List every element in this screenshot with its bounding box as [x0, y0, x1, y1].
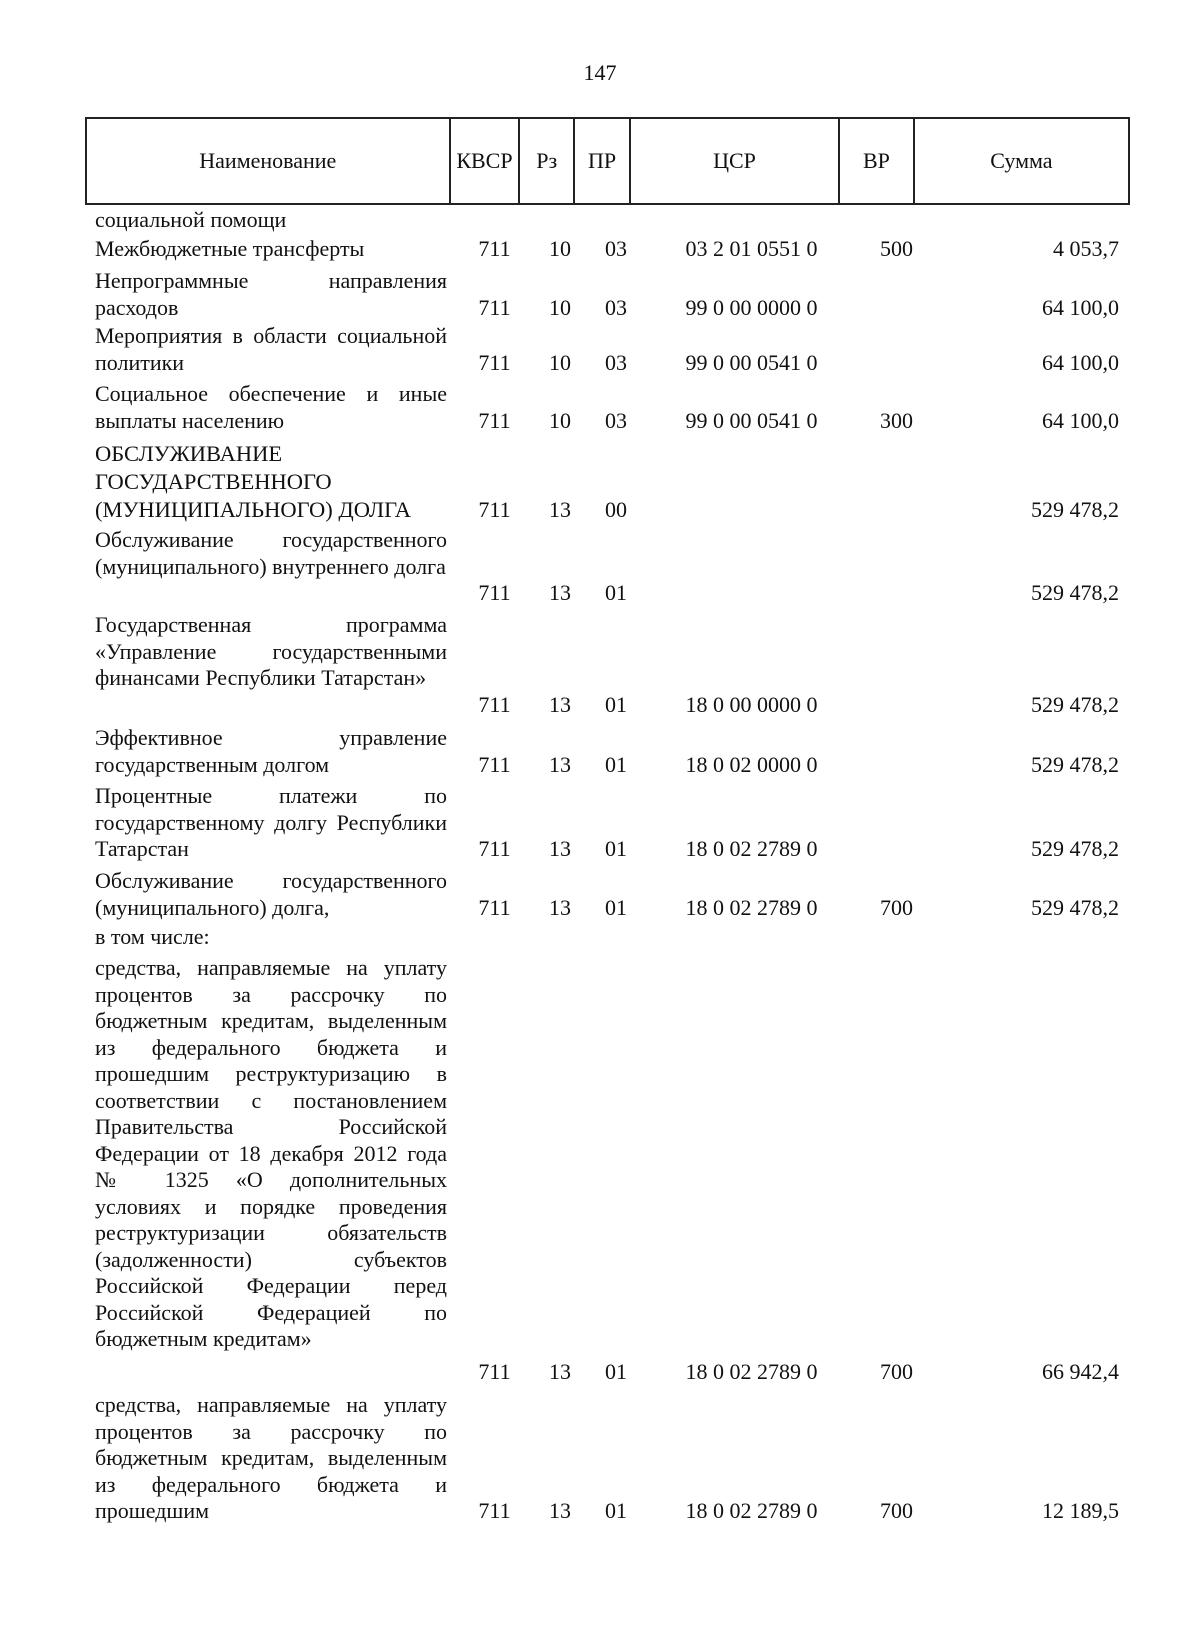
row-name: в том числе: — [95, 924, 210, 949]
row-rz: 13 — [549, 751, 571, 777]
page-number: 147 — [583, 60, 617, 85]
row-rz: 10 — [549, 349, 571, 375]
row-csr: 99 0 00 0541 0 — [685, 407, 818, 433]
row-pr: 03 — [605, 407, 627, 433]
row-name: Межбюджетные трансферты — [95, 236, 365, 261]
row-kvsr: 711 — [478, 691, 511, 717]
table-header — [85, 117, 1130, 205]
row-name: средства, направляемые на уплату процентов за рассрочку по бюджетным кредитам, выделенным из федерального бюджета и прошедшим — [95, 1392, 447, 1523]
row-kvsr: 711 — [478, 836, 511, 861]
row-pr: 00 — [605, 497, 627, 522]
row-name: Обслуживание государственного (муниципального) долга, — [95, 868, 447, 920]
row-name: Государственная программа «Управление государственными финансами Республики Татарстан» — [95, 612, 447, 690]
row-sum: 529 478,2 — [1031, 836, 1119, 861]
row-sum: 529 478,2 — [1031, 691, 1119, 717]
row-name: социальной помощи — [95, 207, 287, 232]
row-sum: 64 100,0 — [1042, 349, 1119, 375]
row-rz: 13 — [549, 580, 571, 605]
row-name: ОБСЛУЖИВАНИЕ ГОСУДАРСТВЕННОГО (МУНИЦИПАЛЬНОГО) ДОЛГА — [95, 441, 411, 522]
row-pr: 03 — [605, 236, 627, 261]
row-sum: 66 942,4 — [1042, 1359, 1119, 1384]
row-kvsr: 711 — [478, 294, 511, 320]
row-name: Обслуживание государственного (муниципального) внутреннего долга — [95, 527, 447, 579]
header-vr: ВР — [840, 119, 915, 203]
header-kvsr: КВСР — [451, 119, 521, 203]
row-name: Мероприятия в области социальной политики — [95, 323, 447, 375]
row-name: Процентные платежи по государственному долгу Республики Татарстан — [95, 783, 447, 861]
row-rz: 13 — [549, 691, 571, 717]
row-kvsr: 711 — [478, 236, 511, 261]
row-pr: 01 — [605, 894, 627, 920]
row-sum: 529 478,2 — [1031, 894, 1119, 920]
row-csr: 18 0 02 2789 0 — [685, 836, 818, 861]
row-sum: 4 053,7 — [1053, 236, 1119, 261]
row-kvsr: 711 — [478, 1359, 511, 1384]
row-sum: 64 100,0 — [1042, 294, 1119, 320]
row-sum: 529 478,2 — [1031, 580, 1119, 605]
header-rz: Рз — [520, 119, 575, 203]
row-csr: 18 0 02 2789 0 — [685, 1359, 818, 1384]
header-csr: ЦСР — [631, 119, 840, 203]
row-vr: 300 — [880, 407, 913, 433]
row-sum: 529 478,2 — [1031, 497, 1119, 522]
row-sum: 12 189,5 — [1042, 1498, 1119, 1523]
row-vr: 700 — [880, 1359, 913, 1384]
row-kvsr: 711 — [478, 894, 511, 920]
row-pr: 01 — [605, 691, 627, 717]
row-kvsr: 711 — [478, 407, 511, 433]
row-kvsr: 711 — [478, 1498, 511, 1523]
row-vr: 700 — [880, 1498, 913, 1523]
row-csr: 18 0 00 0000 0 — [685, 691, 818, 717]
row-name: Эффективное управление государственным долгом — [95, 725, 447, 777]
row-name: средства, направляемые на уплату процентов за рассрочку по бюджетным кредитам, выделенным из федерального бюджета и прошедшим реструктуризацию в соответствии с постановлением Правительства Российской Федерации от 18 декабря 2012 года № 1325 «О дополнительных условиях и порядке проведения реструктуризации обязательств (задолженности) субъектов Российской Федерации перед Российской Федерацией по бюджетным кредитам» — [95, 955, 447, 1351]
row-name: Непрограммные направления расходов — [95, 268, 447, 320]
row-pr: 01 — [605, 1359, 627, 1384]
row-csr: 18 0 02 0000 0 — [685, 751, 818, 777]
row-pr: 01 — [605, 836, 627, 861]
row-pr: 01 — [605, 1498, 627, 1523]
row-sum: 529 478,2 — [1031, 751, 1119, 777]
row-name: Социальное обеспечение и иные выплаты населению — [95, 381, 447, 433]
header-name: Наименование — [87, 119, 451, 203]
row-rz: 13 — [549, 836, 571, 861]
row-pr: 01 — [605, 580, 627, 605]
row-kvsr: 711 — [478, 751, 511, 777]
row-rz: 13 — [549, 894, 571, 920]
row-csr: 99 0 00 0000 0 — [685, 294, 818, 320]
row-kvsr: 711 — [478, 580, 511, 605]
row-sum: 64 100,0 — [1042, 407, 1119, 433]
row-rz: 10 — [549, 294, 571, 320]
row-kvsr: 711 — [478, 349, 511, 375]
row-vr: 500 — [880, 236, 913, 261]
row-pr: 03 — [605, 349, 627, 375]
row-csr: 99 0 00 0541 0 — [685, 349, 818, 375]
row-rz: 13 — [549, 1498, 571, 1523]
row-csr: 18 0 02 2789 0 — [685, 1498, 818, 1523]
row-csr: 18 0 02 2789 0 — [685, 894, 818, 920]
header-sum: Сумма — [990, 148, 1053, 173]
row-rz: 13 — [549, 1359, 571, 1384]
row-pr: 01 — [605, 751, 627, 777]
header-pr: ПР — [575, 119, 631, 203]
row-rz: 13 — [549, 497, 571, 522]
row-rz: 10 — [549, 407, 571, 433]
row-pr: 03 — [605, 294, 627, 320]
row-vr: 700 — [880, 894, 913, 920]
row-kvsr: 711 — [478, 497, 511, 522]
row-rz: 10 — [549, 236, 571, 261]
row-csr: 03 2 01 0551 0 — [685, 236, 818, 261]
